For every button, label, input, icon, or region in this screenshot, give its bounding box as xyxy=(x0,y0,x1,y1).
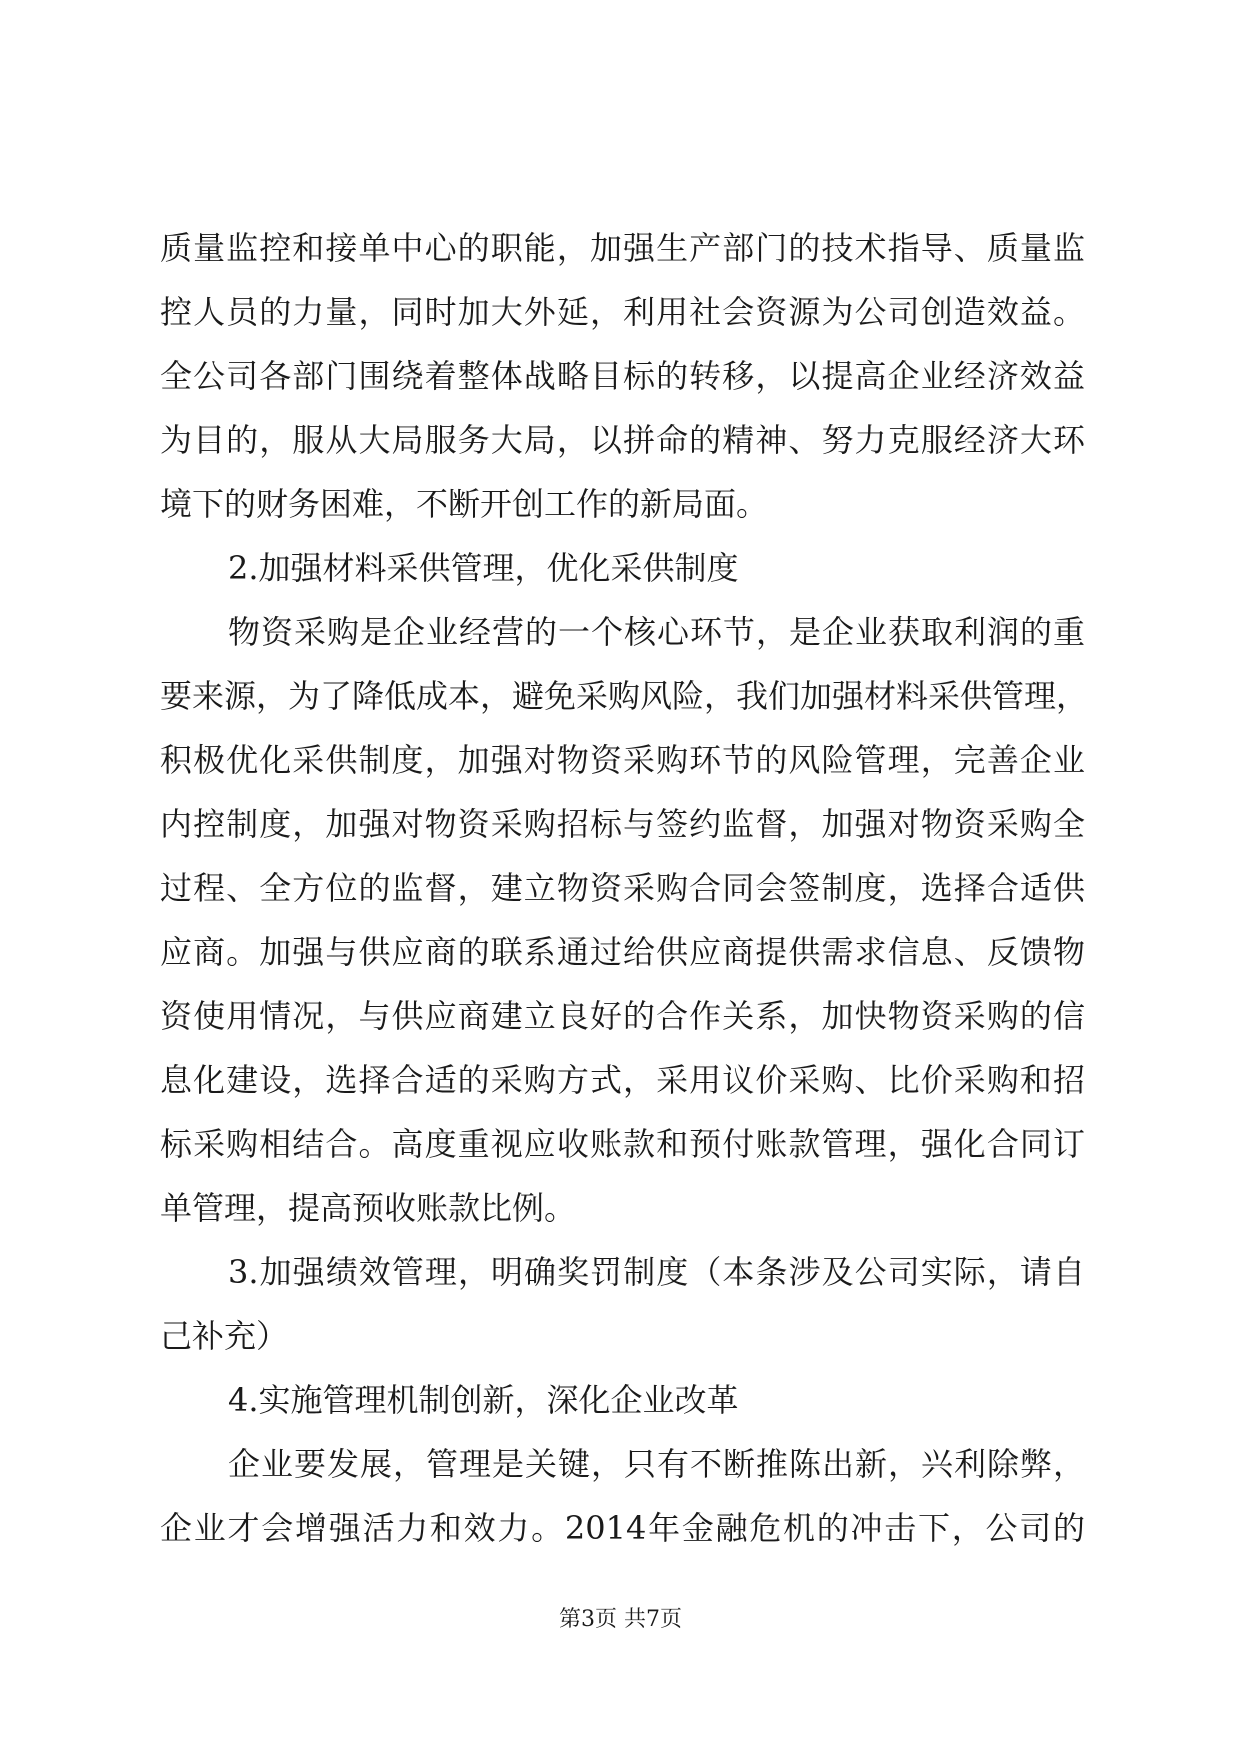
paragraph-line: 要来源，为了降低成本，避免采购风险，我们加强材料采供管理， xyxy=(160,677,1089,715)
paragraph-line: 质量监控和接单中心的职能，加强生产部门的技术指导、质量监 xyxy=(160,229,1085,267)
paragraph-line: 内控制度，加强对物资采购招标与签约监督，加强对物资采购全 xyxy=(160,805,1085,843)
paragraph-line: 资使用情况，与供应商建立良好的合作关系，加快物资采购的信 xyxy=(160,997,1085,1035)
paragraph-line: 单管理，提高预收账款比例。 xyxy=(160,1189,577,1227)
paragraph-line: 为目的，服从大局服务大局，以拼命的精神、努力克服经济大环 xyxy=(160,421,1085,459)
section-heading: 己补充） xyxy=(160,1317,289,1355)
section-heading: 3.加强绩效管理，明确奖罚制度（本条涉及公司实际，请自 xyxy=(228,1253,1085,1291)
section-heading: 4.实施管理机制创新，深化企业改革 xyxy=(228,1381,739,1419)
paragraph-line: 全公司各部门围绕着整体战略目标的转移，以提高企业经济效益 xyxy=(160,357,1085,395)
paragraph-line: 企业才会增强活力和效力。2014年金融危机的冲击下，公司的 xyxy=(160,1509,1085,1547)
paragraph-line: 企业要发展，管理是关键，只有不断推陈出新，兴利除弊， xyxy=(228,1445,1085,1483)
paragraph-line: 息化建设，选择合适的采购方式，采用议价采购、比价采购和招 xyxy=(160,1061,1085,1099)
paragraph-line: 标采购相结合。高度重视应收账款和预付账款管理，强化合同订 xyxy=(160,1125,1085,1163)
page-number: 第3页 共7页 xyxy=(559,1607,682,1632)
paragraph-line: 境下的财务困难，不断开创工作的新局面。 xyxy=(160,485,769,523)
paragraph-line: 应商。加强与供应商的联系通过给供应商提供需求信息、反馈物 xyxy=(160,933,1085,971)
paragraph-line: 积极优化采供制度，加强对物资采购环节的风险管理，完善企业 xyxy=(160,741,1085,779)
paragraph-line: 物资采购是企业经营的一个核心环节，是企业获取利润的重 xyxy=(228,613,1085,651)
paragraph-line: 过程、全方位的监督，建立物资采购合同会签制度，选择合适供 xyxy=(160,869,1085,907)
section-heading: 2.加强材料采供管理，优化采供制度 xyxy=(228,549,739,587)
paragraph-line: 控人员的力量，同时加大外延，利用社会资源为公司创造效益。 xyxy=(160,293,1085,331)
